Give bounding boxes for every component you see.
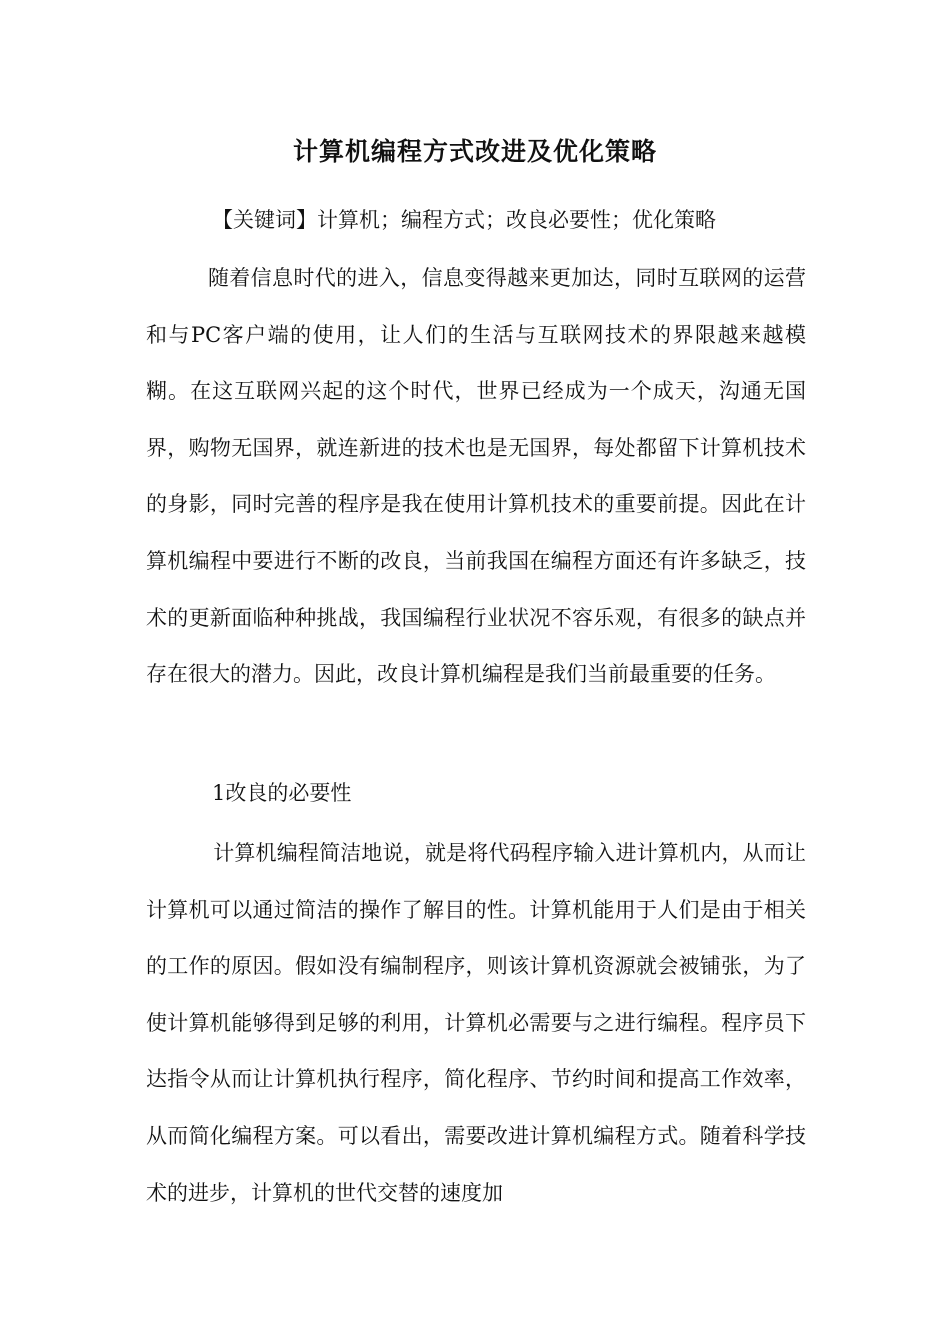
body-paragraph-necessity: 计算机编程简洁地说，就是将代码程序输入进计算机内，从而让计算机可以通过简洁的操作了解目的性。计算机能用于人们是由于相关的工作的原因。假如没有编制程序，则该计算机资源就会被铺张，为了使计算机能够得到足够的利用，计算机必需要与之进行编程。程序员下达指令从而让计算机执行程序，简化程序、节约时间和提高工作效率，从而简化编程方案。可以看出，需要改进计算机编程方式。随着科学技术的进步，计算机的世代交替的速度加 (146, 841, 806, 1205)
section-heading: 1改良的必要性 (212, 781, 352, 805)
document-title: 计算机编程方式改进及优化策略 (292, 137, 657, 166)
keywords-line: 【关键词】计算机；编程方式；改良必要性；优化策略 (212, 208, 716, 232)
body-paragraph-intro: 随着信息时代的进入，信息变得越来更加达，同时互联网的运营和与PC客户端的使用，让人们的生活与互联网技术的界限越来越模糊。在这互联网兴起的这个时代，世界已经成为一个成天，沟通无国界，购物无国界，就连新进的技术也是无国界，每处都留下计算机技术的身影，同时完善的程序是我在使用计算机技术的重要前提。因此在计算机编程中要进行不断的改良，当前我国在编程方面还有许多缺乏，技术的更新面临种种挑战，我国编程行业状况不容乐观，有很多的缺点并存在很大的潜力。因此，改良计算机编程是我们当前最重要的任务。 (146, 266, 806, 687)
